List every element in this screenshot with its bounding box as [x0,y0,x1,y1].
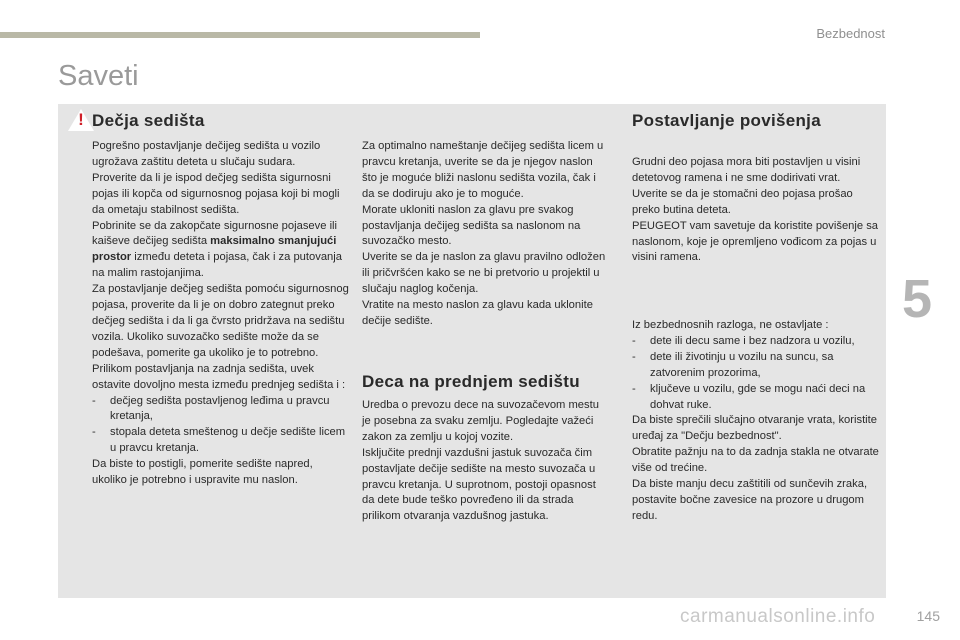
paragraph: Prilikom postavljanja na zadnja sedišta, uvek ostavite dovoljno mesta između prednjeg sedišta i : [92,362,346,391]
heading-booster: Postavljanje povišenja [632,111,821,130]
paragraph: PEUGEOT vam savetuje da koristite povišenje sa naslonom, koje je opremljeno vođicom za pojas u visini ramena. [632,219,879,264]
text: između deteta i pojasa, čak i za putovanja na malim rastojanjima. [92,251,342,280]
page-number: 145 [916,608,940,624]
paragraph: Da biste to postigli, pomerite sedište napred, ukoliko je potrebno i uspravite mu naslon. [92,458,313,487]
warning-exclamation: ! [78,110,84,129]
paragraph: Uverite se da je naslon za glavu pravilno odložen ili pričvršćen kako se ne bi pretvorio u projektil u slučaju naglog kočenja. [362,251,606,296]
paragraph: Grudni deo pojasa mora biti postavljen u visini detetovog ramena i ne sme dodirivati vrat. [632,156,861,184]
list-item: - dete ili životinju u vozilu na suncu, sa zatvorenim prozorima, [632,350,834,379]
paragraph: Uverite se da je stomačni deo pojasa prošao preko butina deteta. [632,187,853,216]
list-item: - ključeve u vozilu, gde se mogu naći deci na dohvat ruke. [632,382,866,411]
paragraph: Da biste manju decu zaštitili od sunčevih zraka, postavite bočne zavesice na prozore u drugom redu. [632,478,868,522]
list-item: - stopala deteta smeštenog u dečje sedište licem u pravcu kretanja. [92,426,346,455]
list-item: - dete ili decu same i bez nadzora u vozilu, [632,334,855,347]
paragraph: Proverite da li je ispod dečjeg sedišta sigurnosni pojas ili kopča od sigurnosnog pojasa koji bi mogli da ometaju stabilnost sedišta. [92,171,340,216]
paragraph [92,219,350,283]
paragraph: Za optimalno nameštanje dečijeg sedišta licem u pravcu kretanja, uverite se da je njegov naslon što je moguće bliži naslonu sedišta vozila, čak i da se dodiruju ako je to moguće. [362,140,604,200]
bold-text: maksimalno smanjujući prostor [92,235,337,264]
paragraph: Morate ukloniti naslon za glavu pre svakog postavljanja dečijeg sedišta sa naslonom na suvozačko mesto. [362,203,581,248]
column-middle-lower [362,398,610,525]
paragraph: Vratite na mesto naslon za glavu kada uklonite dečije sedište. [362,299,593,327]
column-middle [362,139,610,330]
paragraph: Isključite prednji vazdušni jastuk suvozača čim postavljate dečije sedište na mesto suvozača u pravcu kretanja. U suprotnom, postoji opasnost da dete bude teško povređeno ili da strada prilikom otvaranja vazdušnog jastuka. [362,446,596,523]
top-bar [0,32,480,38]
paragraph: Za postavljanje dečjeg sedišta pomoću sigurnosnog pojasa, proverite da li je on dobro zategnut preko dečjeg sedišta i da li ga čvrsto pridržava na sedištu vozila. Ukoliko suvozačko sedište može da se podešava, pomerite ga ukoliko je to potrebno. [92,283,349,359]
section-label: Bezbednost [816,26,885,41]
paragraph: Iz bezbednosnih razloga, ne ostavljate : [632,319,829,331]
heading-front-seat: Deca na prednjem sedištu [362,372,580,391]
list-item: - dečjeg sedišta postavljenog leđima u pravcu kretanja, [92,394,330,423]
chapter-number: 5 [901,269,932,329]
watermark: carmanualsonline.info [680,606,876,627]
heading-child-seats: Dečja sedišta [92,111,205,130]
page-title: Saveti [58,60,139,92]
column-left [92,139,350,489]
paragraph: Obratite pažnju na to da zadnja stakla ne otvarate više od trećine. [632,446,879,475]
text: Pobrinite se da zakopčate sigurnosne pojaseve ili kaiševe dečijeg sedišta [92,219,338,248]
column-right-lower [632,318,882,525]
paragraph: Da biste sprečili slučajno otvaranje vrata, koristite uređaj za "Dečju bezbednost". [632,414,877,443]
paragraph: Uredba o prevozu dece na suvozačevom mestu je posebna za svaku zemlju. Pogledajte važeći zakon za zemlju u kojoj vozite. [362,399,599,443]
paragraph: Pogrešno postavljanje dečijeg sedišta u vozilo ugrožava zaštitu deteta u slučaju sudara. [92,140,321,168]
column-right [632,155,882,266]
